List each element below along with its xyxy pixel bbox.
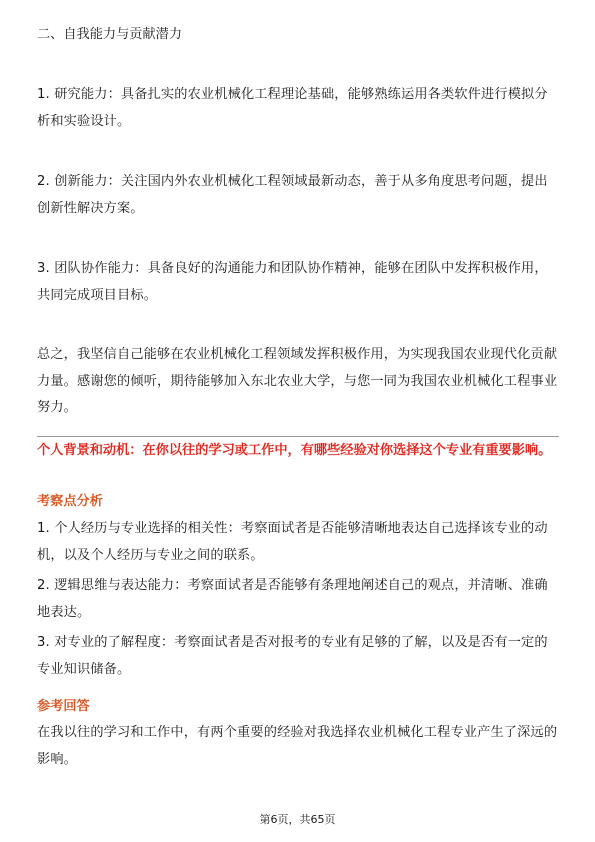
conclusion-text: 总之，我坚信自己能够在农业机械化工程领域发挥积极作用，为实现我国农业现代化贡献力量。感谢您的倾听，期待能够加入东北农业大学，与您一同为我国农业机械化工程事业努力。 — [37, 347, 558, 415]
section-title: 二、自我能力与贡献潜力 — [37, 27, 183, 42]
ability-research-text: 1. 研究能力：具备扎实的农业机械化工程理论基础，能够熟练运用各类软件进行模拟分析和实验设计。 — [37, 87, 548, 129]
ability-teamwork — [37, 256, 559, 309]
analysis-point-3-text: 3. 对专业的了解程度：考察面试者是否对报考的专业有足够的了解，以及是否有一定的专业知识储备。 — [37, 635, 548, 677]
answer-heading: 参考回答 — [37, 699, 90, 714]
analysis-point-1 — [37, 516, 559, 569]
ability-research — [37, 82, 559, 135]
answer-text: 在我以往的学习和工作中，有两个重要的经验对我选择农业机械化工程专业产生了深远的影响。 — [37, 725, 558, 767]
ability-innovation — [37, 169, 559, 222]
conclusion-paragraph — [37, 342, 559, 422]
section-divider — [37, 436, 559, 437]
page-number: 第6页，共65页 — [259, 813, 336, 826]
analysis-point-2-text: 2. 逻辑思维与表达能力：考察面试者是否能够有条理地阐述自己的观点，并清晰、准确地表达。 — [37, 578, 548, 620]
ability-innovation-text: 2. 创新能力：关注国内外农业机械化工程领域最新动态，善于从多角度思考问题，提出创新性解决方案。 — [37, 174, 548, 216]
analysis-point-2 — [37, 573, 559, 626]
analysis-point-3 — [37, 630, 559, 683]
analysis-heading: 考察点分析 — [37, 494, 103, 509]
answer-paragraph — [37, 720, 559, 773]
question-title: 个人背景和动机：在你以往的学习或工作中，有哪些经验对你选择这个专业有重要影响。 — [37, 443, 552, 458]
analysis-point-1-text: 1. 个人经历与专业选择的相关性：考察面试者是否能够清晰地表达自己选择该专业的动机，以及个人经历与专业之间的联系。 — [37, 521, 548, 563]
ability-teamwork-text: 3. 团队协作能力：具备良好的沟通能力和团队协作精神，能够在团队中发挥积极作用，共同完成项目目标。 — [37, 261, 548, 303]
